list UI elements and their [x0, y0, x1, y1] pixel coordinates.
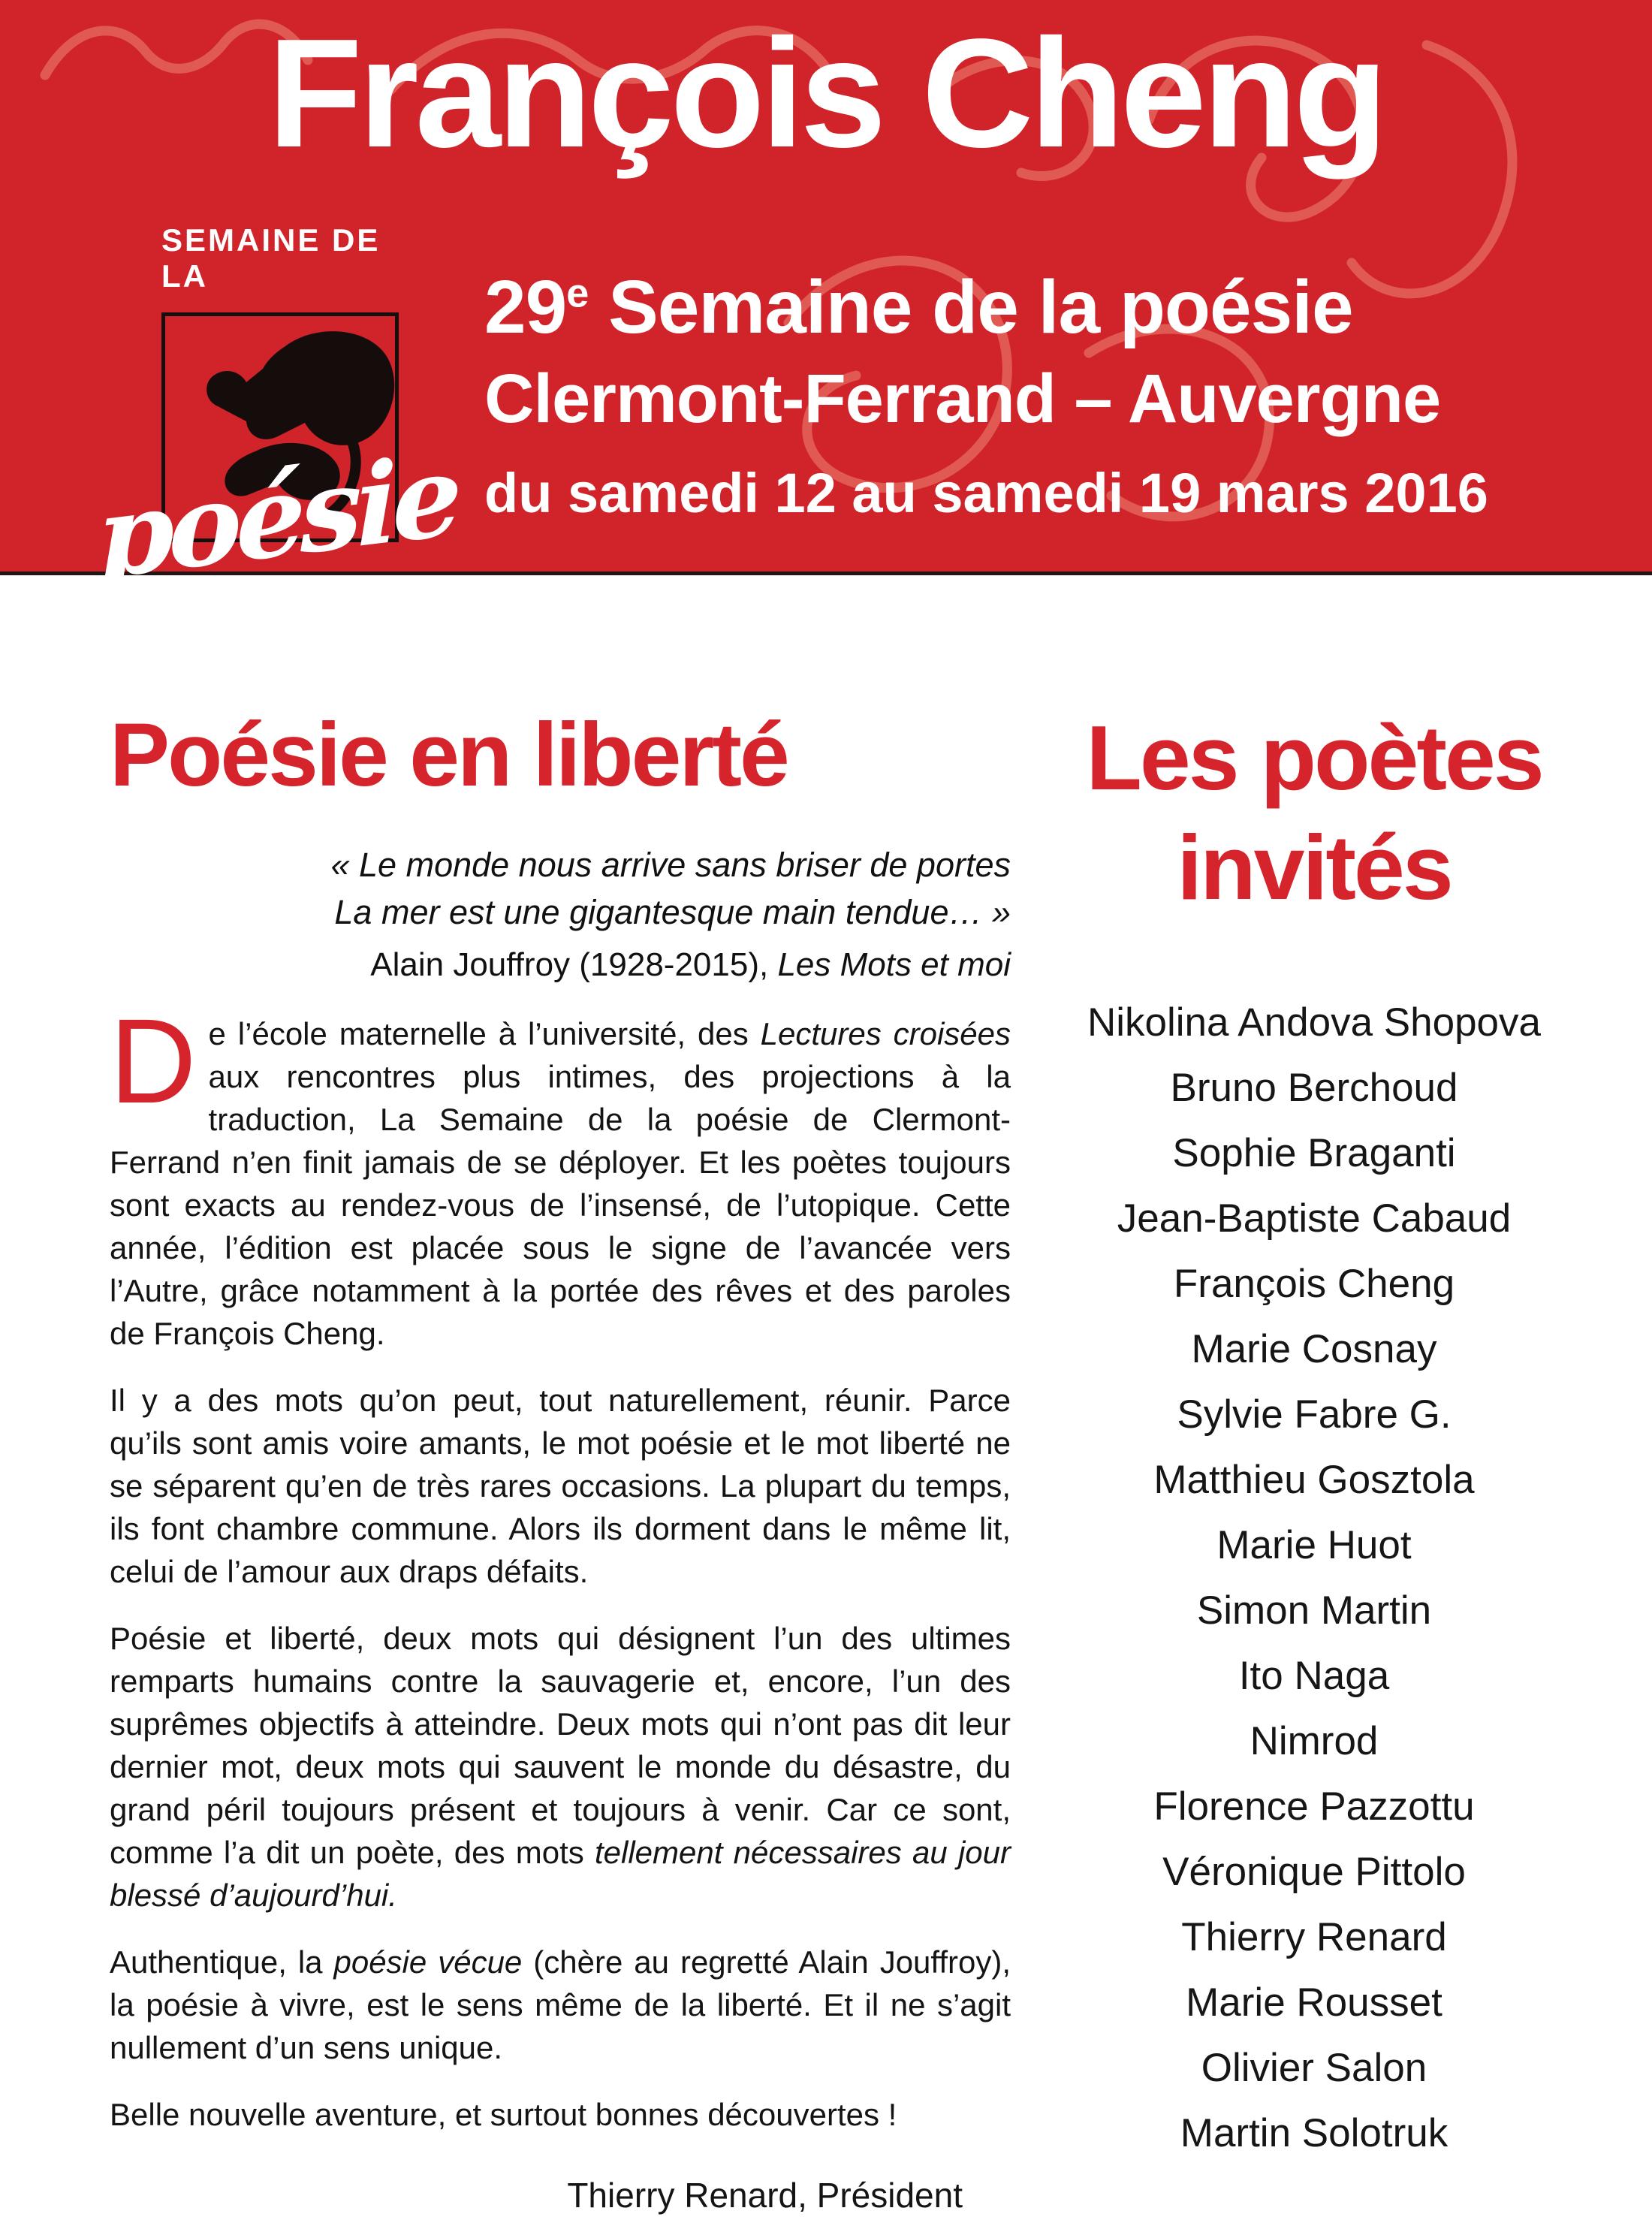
- poet-name: Thierry Renard: [1181, 1915, 1447, 1959]
- poet-name: Marie Cosnay: [1191, 1327, 1437, 1371]
- poets-heading: [1050, 703, 1578, 922]
- poet-name: Bruno Berchoud: [1170, 1066, 1458, 1110]
- essay-paragraph: De l’école maternelle à l’université, des Lectures croisées aux rencontres plus intimes, des projections à la traduction, La Semaine de la poésie de Clermont-Ferrand n’en finit jamais de se déployer. Et les poètes toujours sont exacts au rendez-vous de l’insensé, de l’utopique. Cette année, l’édition est placée sous le signe de l’avancée vers l’Autre, grâce notamment à la portée des rêves et des paroles de François Cheng.: [110, 994, 1011, 1351]
- poet-name: Martin Solotruk: [1180, 2111, 1449, 2155]
- essay-heading: Poésie en liberté: [110, 704, 788, 805]
- essay-paragraph: Poésie et liberté, deux mots qui désignent l’un des ultimes remparts humains contre la sauvagerie et, encore, l’un des suprêmes objectifs à atteindre. Deux mots qui n’ont pas dit leur dernier mot, deux mots qui sauvent le monde du désastre, du grand péril toujours présent et toujours à venir. Car ce sont, comme l’a dit un poète, des mots tellement nécessaires au jour blessé d’aujourd’hui.: [110, 1621, 1011, 1913]
- event-edition-line: [484, 264, 1488, 351]
- essay-paragraphs: [110, 994, 1011, 2136]
- essay-paragraph: Il y a des mots qu’on peut, tout naturellement, réunir. Parce qu’ils sont amis voire amants, le mot poésie et le mot liberté ne se séparent qu’en de très rares occasions. La plupart du temps, ils font chambre commune. Alors ils dorment dans le même lit, celui de l’amour aux draps défaits.: [110, 1383, 1011, 1589]
- quote-line-2: La mer est une gigantesque main tendue… »: [334, 893, 1011, 931]
- semaine-poesie-logo: [95, 222, 458, 605]
- essay-paragraph: Belle nouvelle aventure, et surtout bonnes découvertes !: [110, 2097, 897, 2132]
- epigraph-quote: [110, 841, 1011, 936]
- logo-top-label: SEMAINE DE LA: [161, 222, 381, 294]
- edition-number: 29: [484, 265, 567, 349]
- poet-name: François Cheng: [1173, 1262, 1455, 1306]
- poet-name: Sylvie Fabre G.: [1177, 1392, 1452, 1437]
- poet-name: Marie Huot: [1216, 1523, 1412, 1567]
- poet-name: Sophie Braganti: [1172, 1131, 1456, 1175]
- dropcap-letter: D: [110, 994, 197, 1128]
- quote-line-1: « Le monde nous arrive sans briser de portes: [330, 846, 1011, 884]
- poet-name: Nimrod: [1250, 1719, 1379, 1763]
- poet-name: Olivier Salon: [1201, 2046, 1427, 2090]
- poets-column: [1050, 703, 1578, 2166]
- poets-heading-line-2: invités: [1177, 816, 1452, 918]
- quote-attribution: Alain Jouffroy (1928-2015), Les Mots et moi: [370, 946, 1011, 983]
- header-banner: [0, 0, 1652, 605]
- poet-name: Ito Naga: [1238, 1654, 1390, 1698]
- page-title: François Cheng: [267, 7, 1385, 179]
- essay-column: [110, 703, 1011, 2215]
- poet-name: Nikolina Andova Shopova: [1087, 1000, 1542, 1045]
- poet-name: Jean-Baptiste Cabaud: [1117, 1196, 1512, 1241]
- event-location-line: Clermont-Ferrand – Auvergne: [484, 360, 1441, 437]
- event-dates-line: du samedi 12 au samedi 19 mars 2016: [484, 462, 1488, 524]
- logo-script-label: poésie: [95, 428, 458, 605]
- poet-name: Florence Pazzottu: [1153, 1784, 1475, 1829]
- essay-paragraph: Authentique, la poésie vécue (chère au regretté Alain Jouffroy), la poésie à vivre, est le sens même de la liberté. Et il ne s’agit nullement d’un sens unique.: [110, 1944, 1011, 2065]
- poet-name: Véronique Pittolo: [1162, 1850, 1466, 1894]
- poet-name: Marie Rousset: [1186, 1980, 1442, 2025]
- poets-list: [1050, 990, 1578, 2166]
- edition-superscript: e: [566, 270, 589, 316]
- president-signature: Thierry Renard, Président: [567, 2176, 963, 2215]
- event-info: [484, 264, 1488, 525]
- poet-name: Simon Martin: [1196, 1588, 1432, 1633]
- poet-name: Matthieu Gosztola: [1153, 1458, 1475, 1502]
- edition-rest: Semaine de la poésie: [588, 265, 1353, 349]
- poets-heading-line-1: Les poètes: [1086, 707, 1542, 809]
